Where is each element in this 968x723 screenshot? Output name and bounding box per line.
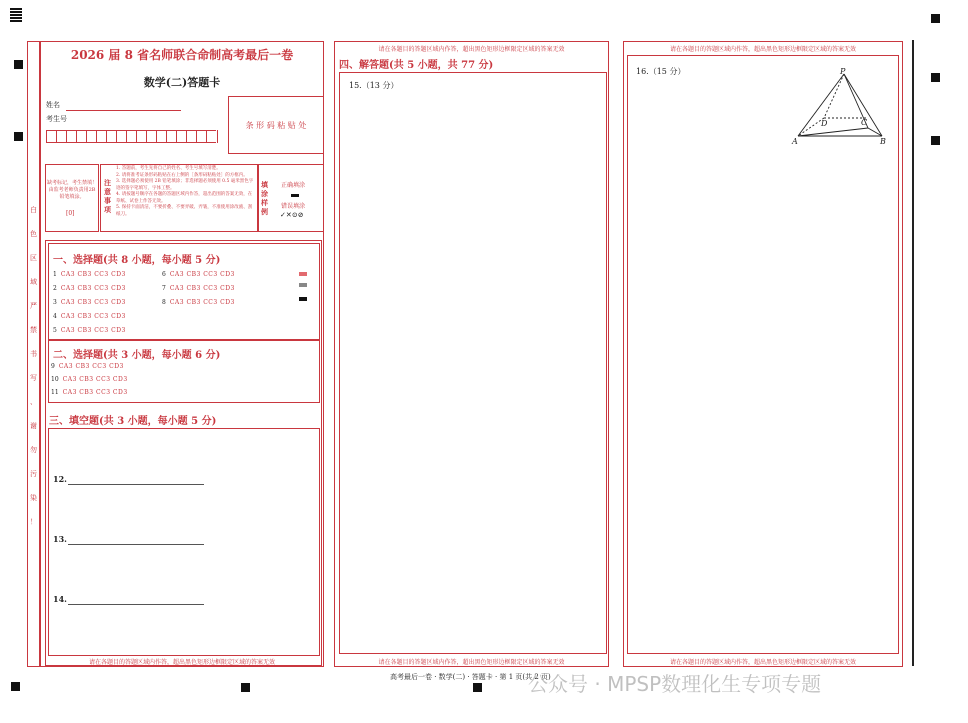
choice-row[interactable] — [162, 299, 235, 306]
q15-answer-box[interactable] — [339, 72, 607, 654]
side-strip-char: 禁 — [30, 326, 37, 334]
note-item: 3. 选择题必须使用 2B 铅笔填涂；非选择题必须使用 0.5 毫米黑色字迹的签字笔填写，字体工整。 — [116, 179, 254, 191]
side-strip-char: 严 — [30, 302, 37, 310]
choice-row[interactable] — [162, 271, 235, 278]
exam-title: 2026 届 8 省名师联合命制高考最后一卷 — [70, 48, 294, 62]
side-strip-char: 勿 — [30, 446, 37, 454]
q16-label: 16.（15 分） — [636, 67, 686, 76]
side-strip-char: 、 — [30, 398, 37, 406]
correct-fill-label: 正确填涂 — [281, 182, 306, 189]
note-item: 5. 保持卡面清洁，不要折叠、不要弄破、弄皱，不准使用涂改液、刮纸刀。 — [116, 205, 253, 217]
note-item: 1. 答题前，考生先将自己的姓名、考生号填写清楚。 — [116, 166, 221, 171]
side-strip-char: 污 — [30, 470, 37, 478]
choice-row[interactable] — [51, 376, 128, 383]
section1-title: 一、选择题(共 8 小题，每小题 5 分) — [53, 255, 221, 266]
choice-row[interactable] — [53, 313, 126, 320]
answer-options[interactable]: CA3 CB3 CC3 CD3 — [62, 389, 128, 396]
section2-title: 二、选择题(共 3 小题，每小题 6 分) — [53, 350, 221, 361]
choice-row[interactable] — [51, 363, 124, 370]
left-bottom-hint: 请在各题目的答题区域内作答，超出黑色矩形边框限定区域的答案无效 — [88, 659, 275, 666]
side-strip-char: 区 — [30, 254, 37, 262]
section3-box — [48, 428, 320, 656]
blank-answer-line[interactable] — [68, 484, 204, 485]
timing-mark — [931, 136, 940, 145]
wrong-fill-marks: ✓✕⊙⊘ — [280, 211, 304, 219]
question-number: 1 — [53, 271, 57, 278]
right-top-hint: 请在各题目的答题区域内作答，超出黑色矩形边框限定区域的答案无效 — [669, 46, 856, 53]
figure-label-b: B — [880, 137, 886, 146]
grey-mark-swatch — [299, 283, 307, 287]
side-strip-char: 染 — [30, 494, 37, 502]
blank-answer-line[interactable] — [68, 604, 204, 605]
choice-row[interactable] — [53, 299, 126, 306]
watermark: 公众号 · MPSP数理化生专项专题 — [528, 672, 822, 696]
side-strip-char: 书 — [30, 350, 37, 358]
choice-row[interactable] — [53, 327, 126, 334]
answer-options[interactable]: CA3 CB3 CC3 CD3 — [169, 285, 235, 292]
black-mark-swatch — [299, 297, 307, 301]
question-number: 9 — [51, 363, 55, 370]
side-strip-char: ！ — [30, 518, 37, 526]
note-item: 4. 请按题号顺序在各题的答题区域内作答，超出范围的答案无效，在草纸、试卷上作答无效。 — [116, 192, 253, 204]
correct-fill-mark — [291, 194, 299, 197]
timing-mark — [11, 682, 20, 691]
figure-label-p: P — [840, 68, 846, 76]
blank-answer-line[interactable] — [68, 544, 204, 545]
notes-label: 注意事项 — [104, 178, 111, 214]
answer-options[interactable]: CA3 CB3 CC3 CD3 — [60, 327, 126, 334]
page-footer: 高考最后一卷 · 数学(二) · 答题卡 · 第 1 页(共 2 页) — [390, 673, 551, 681]
answer-options[interactable]: CA3 CB3 CC3 CD3 — [58, 363, 124, 370]
section3-title: 三、填空题(共 3 小题，每小题 5 分) — [49, 416, 217, 427]
timing-mark — [931, 73, 940, 82]
answer-options[interactable]: CA3 CB3 CC3 CD3 — [60, 299, 126, 306]
geometry-figure — [788, 68, 892, 148]
red-mark-swatch — [299, 272, 307, 276]
question-number: 7 — [162, 285, 166, 292]
middle-top-hint: 请在各题目的答题区域内作答，超出黑色矩形边框限定区域的答案无效 — [378, 46, 565, 53]
side-strip-char: 谢 — [30, 422, 37, 430]
timing-mark — [14, 60, 23, 69]
timing-mark — [14, 132, 23, 141]
figure-label-c: C — [861, 118, 868, 127]
barcode-label: 条 形 码 粘 贴 处 — [245, 121, 307, 130]
notes-list — [116, 166, 256, 218]
side-strip-char: 白 — [30, 206, 37, 214]
name-field[interactable] — [66, 110, 181, 111]
note-item: 2. 请将准考证条形码粘贴在右上侧的［条形码粘贴处］的方框内。 — [116, 172, 248, 178]
fill-example-label: 填涂样例 — [261, 180, 268, 216]
right-bottom-hint: 请在各题目的答题区域内作答，超出黑色矩形边框限定区域的答案无效 — [669, 659, 856, 666]
answer-options[interactable]: CA3 CB3 CC3 CD3 — [60, 285, 126, 292]
id-cells[interactable] — [46, 130, 218, 143]
question-number: 6 — [162, 271, 166, 278]
wrong-fill-label: 错误填涂 — [281, 203, 306, 210]
blank-label: 13. — [53, 534, 67, 544]
id-label: 考生号 — [46, 115, 67, 123]
question-number: 5 — [53, 327, 57, 334]
figure-label-d: D — [821, 119, 828, 128]
right-edge-line — [912, 40, 914, 666]
side-strip-char: 色 — [30, 230, 37, 238]
section4-title: 四、解答题(共 5 小题，共 77 分) — [339, 60, 494, 71]
timing-mark — [241, 683, 250, 692]
name-label: 姓名 — [46, 101, 60, 109]
absent-mark[interactable]: [0] — [66, 210, 75, 217]
timing-mark — [931, 14, 940, 23]
blank-label: 12. — [53, 474, 67, 484]
answer-options[interactable]: CA3 CB3 CC3 CD3 — [62, 376, 128, 383]
figure-label-a: A — [792, 137, 798, 146]
side-strip-char: 写 — [30, 374, 37, 382]
question-number: 8 — [162, 299, 166, 306]
question-number: 3 — [53, 299, 57, 306]
question-number: 2 — [53, 285, 57, 292]
question-number: 11 — [51, 389, 59, 396]
card-title: 数学(二)答题卡 — [143, 76, 221, 89]
middle-bottom-hint: 请在各题目的答题区域内作答，超出黑色矩形边框限定区域的答案无效 — [378, 659, 565, 666]
q15-label: 15.（13 分） — [349, 81, 399, 90]
choice-row[interactable] — [53, 285, 126, 292]
choice-row[interactable] — [53, 271, 126, 278]
answer-options[interactable]: CA3 CB3 CC3 CD3 — [169, 299, 235, 306]
question-number: 10 — [51, 376, 59, 383]
answer-options[interactable]: CA3 CB3 CC3 CD3 — [60, 271, 126, 278]
timing-mark — [10, 8, 22, 22]
choice-row[interactable] — [51, 389, 128, 396]
answer-options[interactable]: CA3 CB3 CC3 CD3 — [60, 313, 126, 320]
choice-row[interactable] — [162, 285, 235, 292]
side-strip-char: 域 — [30, 278, 37, 286]
timing-mark — [473, 683, 482, 692]
answer-options[interactable]: CA3 CB3 CC3 CD3 — [169, 271, 235, 278]
question-number: 4 — [53, 313, 57, 320]
blank-label: 14. — [53, 594, 67, 604]
absent-text: 缺考标记，考生禁填！由监考老师负责用2B铅笔填涂。 — [47, 180, 98, 200]
